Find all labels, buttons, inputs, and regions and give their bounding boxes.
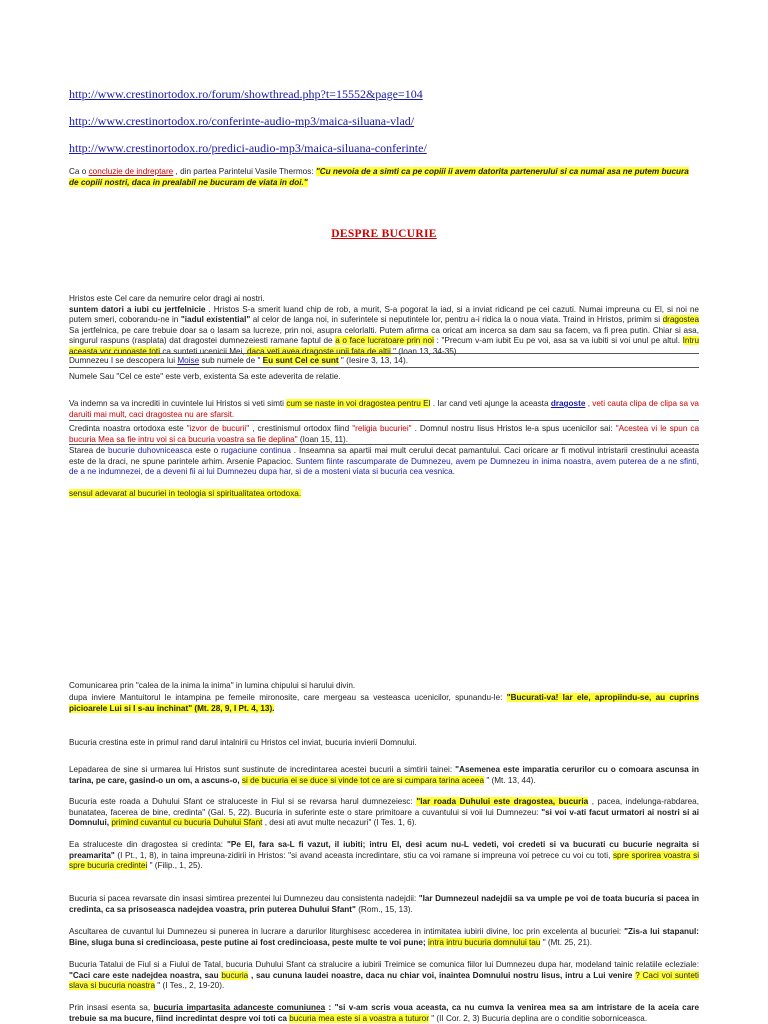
p13-bold: "Pe El, fara sa-L fi vazut, il iubiti; intru El, desi acum nu-L vedeti, voi credeti si va bucurati cu bucurie negraita si preamarita" [69, 840, 699, 860]
paragraph-credinta [69, 424, 699, 445]
p16-bold2: , sau cununa laudei noastre, daca nu chiar voi, inaintea Domnului nostru Iisus, intru a Lui venire [250, 970, 633, 980]
p5-red-religia: "religia bucuriei" [352, 424, 412, 433]
p13-text2: (I Pt., 1, 8), in taina impreuna-zidirii in Hristos: "si avand aceasta incredintare, stiu ca voi ramane si impreuna voi petrece cu voi cu toti, [117, 850, 611, 860]
p6-blue-rugaciune: rugaciune continua [221, 446, 291, 455]
p16-highlight-slava: ? Caci voi sunteti slava si bucuria noastra [69, 970, 699, 991]
p17-text: Prin insasi esenta sa, [69, 1003, 151, 1012]
p1-bold-start: suntem datori a iubi cu jertfelnicie [69, 304, 206, 314]
p1-line1: Hristos este Cel care da nemurire celor dragi ai nostri. [69, 294, 265, 303]
intro-paragraph [69, 166, 699, 188]
divider-3 [69, 420, 699, 421]
intro-prefix: Ca o [69, 167, 87, 176]
divider-4 [69, 444, 699, 445]
p5-red-izvor: "izvor de bucurii" [186, 424, 250, 433]
paragraph-comunicarea: Comunicarea prin "calea de la inima la inima" in lumina chipului si harului divin. [69, 681, 356, 690]
intro-middle: , din partea Parintelui Vasile Thermos: [175, 167, 314, 176]
p11-bold: "Asemenea este imparatia cerurilor cu o comoara ascunsa in tarina, pe care, gasind-o un om, a ascuns-o, [69, 765, 699, 785]
paragraph-dumnezeu-moise [69, 356, 699, 367]
p5-text4: (Ioan 15, 11). [299, 434, 349, 444]
p12-bold: "si voi v-ati facut urmatori ai nostri si ai Domnului, [69, 807, 700, 828]
p5-text: Credinta noastra ortodoxa este [69, 424, 184, 433]
p1-text3: Sa jertfelnica, pe care trebuie doar sa o lasam sa lucreze, prin noi, asupra celorlalti. Putem afirma ca oricat am incerca sa dam sau sa facem, va fi prea putin. Chiar si asa, singurul raspuns (rasplata) dat dragostei dumnezeiesti ramane faptul de [69, 325, 699, 346]
paragraph-sensul [69, 489, 699, 500]
p6-text: Starea de [69, 446, 106, 455]
p15-text: Ascultarea de cuvantul lui Dumnezeu si punerea in lucrare a darurilor liturghisesc accederea in intimitatea iubirii divine, loc prin excelenta al bucuriei: [69, 927, 622, 936]
p13-text3: " (Filip., 1, 25). [149, 861, 203, 871]
p15-highlight: intra intru bucuria domnului tau [428, 937, 541, 947]
p17-highlight: bucuria mea este si a voastra a tuturor [289, 1013, 429, 1023]
p2-text2: sub numele de " [201, 356, 261, 365]
p1-highlight-dragostea: dragostea [662, 315, 699, 325]
paragraph-ascultarea [69, 927, 699, 948]
p6-text2: este o [195, 446, 219, 455]
p6-blue-suntem: Suntem fiinte rascumparate de Dumnezeu, avem pe Dumnezeu in inima noastra, avem puterea de a ne sfinti, de a ne indumnezei, de a deveni fii ai lui Dumnezeu dupa har, si de a mosteni viata si bucuria cea vesnica. [69, 456, 699, 477]
p2-highlight: Eu sunt Cel ce sunt [262, 356, 339, 365]
paragraph-numele: Numele Sau "Cel ce este" este verb, existenta Sa este adeverita de relatie. [69, 372, 341, 381]
p16-bold: "Caci care este nadejdea noastra, sau [69, 970, 219, 980]
p2-text: Dumnezeu I se descopera lui [69, 356, 176, 365]
paragraph-starea [69, 446, 699, 478]
p6-blue-duhovniceasca: bucurie duhovniceasca [108, 446, 193, 455]
page-title: DESPRE BUCURIE [331, 228, 437, 240]
p11-text3: " (Mt. 13, 44). [486, 775, 536, 785]
paragraph-hristos [69, 294, 699, 358]
divider-2 [69, 367, 699, 368]
p2-text3: " (Iesire 3, 13, 14). [340, 356, 408, 365]
p6-text3: . Inseamna sa apartii mai mult cerului decat pamantului. Caci oricare ar fi motivul intristarii crestinului aceasta este de la draci, ne spune parintele arhim. Arsenie Papacioc. [69, 446, 699, 466]
p15-bold: "Zis-a lui stapanul: Bine, sluga buna si credincioasa, peste putine ai fost credincioasa, peste multe te voi pune; [69, 927, 699, 947]
p7-highlight: sensul adevarat al bucuriei in teologia si spiritualitatea ortodoxa. [69, 489, 302, 498]
p17-text2: " (II Cor. 2, 3) Bucuria deplina are o conditie soborniceasca. [431, 1013, 648, 1023]
paragraph-bucuria-crestina: Bucuria crestina este in primul rand darul intalnirii cu Hristos cel inviat, bucuria invierii Domnului. [69, 738, 417, 747]
paragraph-bucuria-pacea [69, 894, 699, 915]
p4-text2: . Iar cand veti ajunge la aceasta [432, 399, 549, 408]
p17-bold: : "si v-am scris voua aceasta, ca nu cumva la venirea mea sa am intristare de la aceia care trebuie sa ma bucure, fiind incredintat despre voi toti ca [69, 1003, 699, 1023]
p13-highlight: spre sporirea voastra si spre bucuria credintei [69, 850, 700, 871]
paragraph-bucuria-tatalui [69, 960, 699, 992]
p12-text2: , pacea, indelunga-rabdarea, bunatatea, facerea de bine, credinta" (Gal. 5, 22). Bucuria in suferinte este o stare primitoare a cuvantului si voii lui Dumnezeu: [69, 797, 699, 817]
p12-text4: , desi ati avut multe necazuri" (I Tes. 1, 6). [264, 818, 417, 828]
p16-highlight-bucuria: bucuria [221, 970, 249, 980]
p16-text2: " (I Tes., 2, 19-20). [157, 981, 225, 991]
link-concluzie[interactable]: concluzie de indreptare [88, 167, 174, 176]
p1-text2: al celor de langa noi, in suferintele si neputintele lor, pentru a-i ridica la o noua viata. Traind in Hristos, primim si [252, 315, 661, 325]
link-forum-thread[interactable]: http://www.crestinortodox.ro/forum/showthread.php?t=15552&page=104 [69, 87, 423, 101]
paragraph-va-indemn [69, 399, 699, 420]
paragraph-straluceste [69, 840, 699, 872]
p4-red-text: , veti cauta clipa de clipa sa va daruiti mai mult, caci dragostea nu are sfarsit. [69, 399, 699, 419]
p1-highlight-dragoste: daca veti avea dragoste unii fata de altii [246, 346, 391, 356]
p4-text: Va indemn sa va increditi in cuvintele lui Hristos si veti simti [69, 399, 284, 408]
p1-text: . Hristos S-a smerit luand chip de rob, a murit, S-a pogorat la iad, si a inviat ridicand pe cei cazuti. Numai impreuna cu El, si noi ne putem smeri, coborandu-ne in [69, 304, 699, 325]
p16-text: Bucuria Tatalui de Fiul si a Fiului de Tatal, bucuria Duhului Sfant ca stralucire a iubirii Treimice se comunica fiilor lui Dumnezeu dupa har, modeland tainic relatiile ecleziale: [69, 960, 699, 969]
p13-text: Ea straluceste din dragostea si credinta: [69, 840, 224, 849]
paragraph-lepadarea [69, 765, 699, 786]
p1-bold-iadul: "iadul existential" [180, 315, 251, 325]
divider-1 [69, 353, 699, 354]
p11-text: Lepadarea de sine si urmarea lui Hristos sunt sustinute de incredintarea acestei bucurii a simtirii tainei: [69, 765, 453, 774]
p12-highlight-roada: "Iar roada Duhului este dragostea, bucuria [416, 797, 589, 806]
intro-quote: "Cu nevoia de a simti ca pe copiii ii avem datorita partenerului si ca numai asa ne putem bucura de copiii nostri, daca in prealabil ne bucuram de viata in doi." [69, 167, 689, 187]
link-dragoste[interactable]: dragoste [550, 399, 586, 408]
p14-text: Bucuria si pacea revarsate din insasi simtirea prezentei lui Dumnezeu dau consistenta nadejdii: [69, 894, 417, 903]
p12-text: Bucuria este roada a Duhului Sfant ce straluceste in Fiul si se revarsa harul dumnezeiesc: [69, 797, 413, 806]
p12-highlight-primind: primind cuvantul cu bucuria Duhului Sfant [111, 818, 263, 828]
link-moise[interactable]: Moise [177, 356, 200, 365]
p14-text2: (Rom., 15, 13). [358, 904, 413, 914]
p5-text3: . Domnul nostru Iisus Hristos le-a spus ucenicilor sai: [414, 424, 613, 433]
p9-text: dupa inviere Mantuitorul le intampina pe femeile mironosite, care mergeau sa vesteasca ucenicilor, spunandu-le: [69, 693, 503, 702]
p14-bold: "Iar Dumnezeul nadejdii sa va umple pe voi de toata bucuria si pacea in credinta, ca sa prisoseasca nadejdea voastra, prin puterea Duhului Sfant" [69, 894, 699, 914]
p1-highlight-ucenicii: Intru aceasta vor cunoaste toti [69, 336, 699, 356]
paragraph-roada-duhului [69, 797, 699, 829]
paragraph-dupa-inviere [69, 693, 699, 714]
p1-highlight-lucratoare: a o face lucratoare prin noi [335, 336, 434, 346]
link-predici-audio[interactable]: http://www.crestinortodox.ro/predici-audio-mp3/maica-siluana-conferinte/ [69, 141, 427, 155]
link-conferinte-audio[interactable]: http://www.crestinortodox.ro/conferinte-audio-mp3/maica-siluana-vlad/ [69, 114, 415, 128]
p1-text6: " (Ioan 13, 34-35) [393, 346, 457, 356]
p1-text5: ca sunteti ucenicii Mei, [162, 346, 245, 356]
p1-text4: : "Precum v-am iubit Eu pe voi, asa sa va iubiti si voi unul pe altul. [436, 336, 680, 346]
p9-highlight: "Bucurati-va! Iar ele, apropiindu-se, au cuprins picioarele Lui si I s-au inchinat" (Mt. 28, 9, I Pt. 4, 13). [69, 693, 700, 713]
p17-underline: bucuria impartasita adanceste comuniunea [153, 1003, 326, 1012]
p11-highlight: si de bucuria ei se duce si vinde tot ce are si cumpara tarina aceea [241, 775, 485, 785]
p5-text2: , crestinismul ortodox fiind [252, 424, 350, 433]
p4-highlight: cum se naste in voi dragostea pentru El [286, 399, 431, 408]
p15-text2: " (Mt. 25, 21). [542, 937, 593, 947]
p5-red-quote: "Acestea vi le spun ca bucuria Mea sa fie intru voi si ca bucuria voastra sa fie deplina" [69, 424, 700, 444]
paragraph-prin-insasi [69, 1003, 699, 1024]
